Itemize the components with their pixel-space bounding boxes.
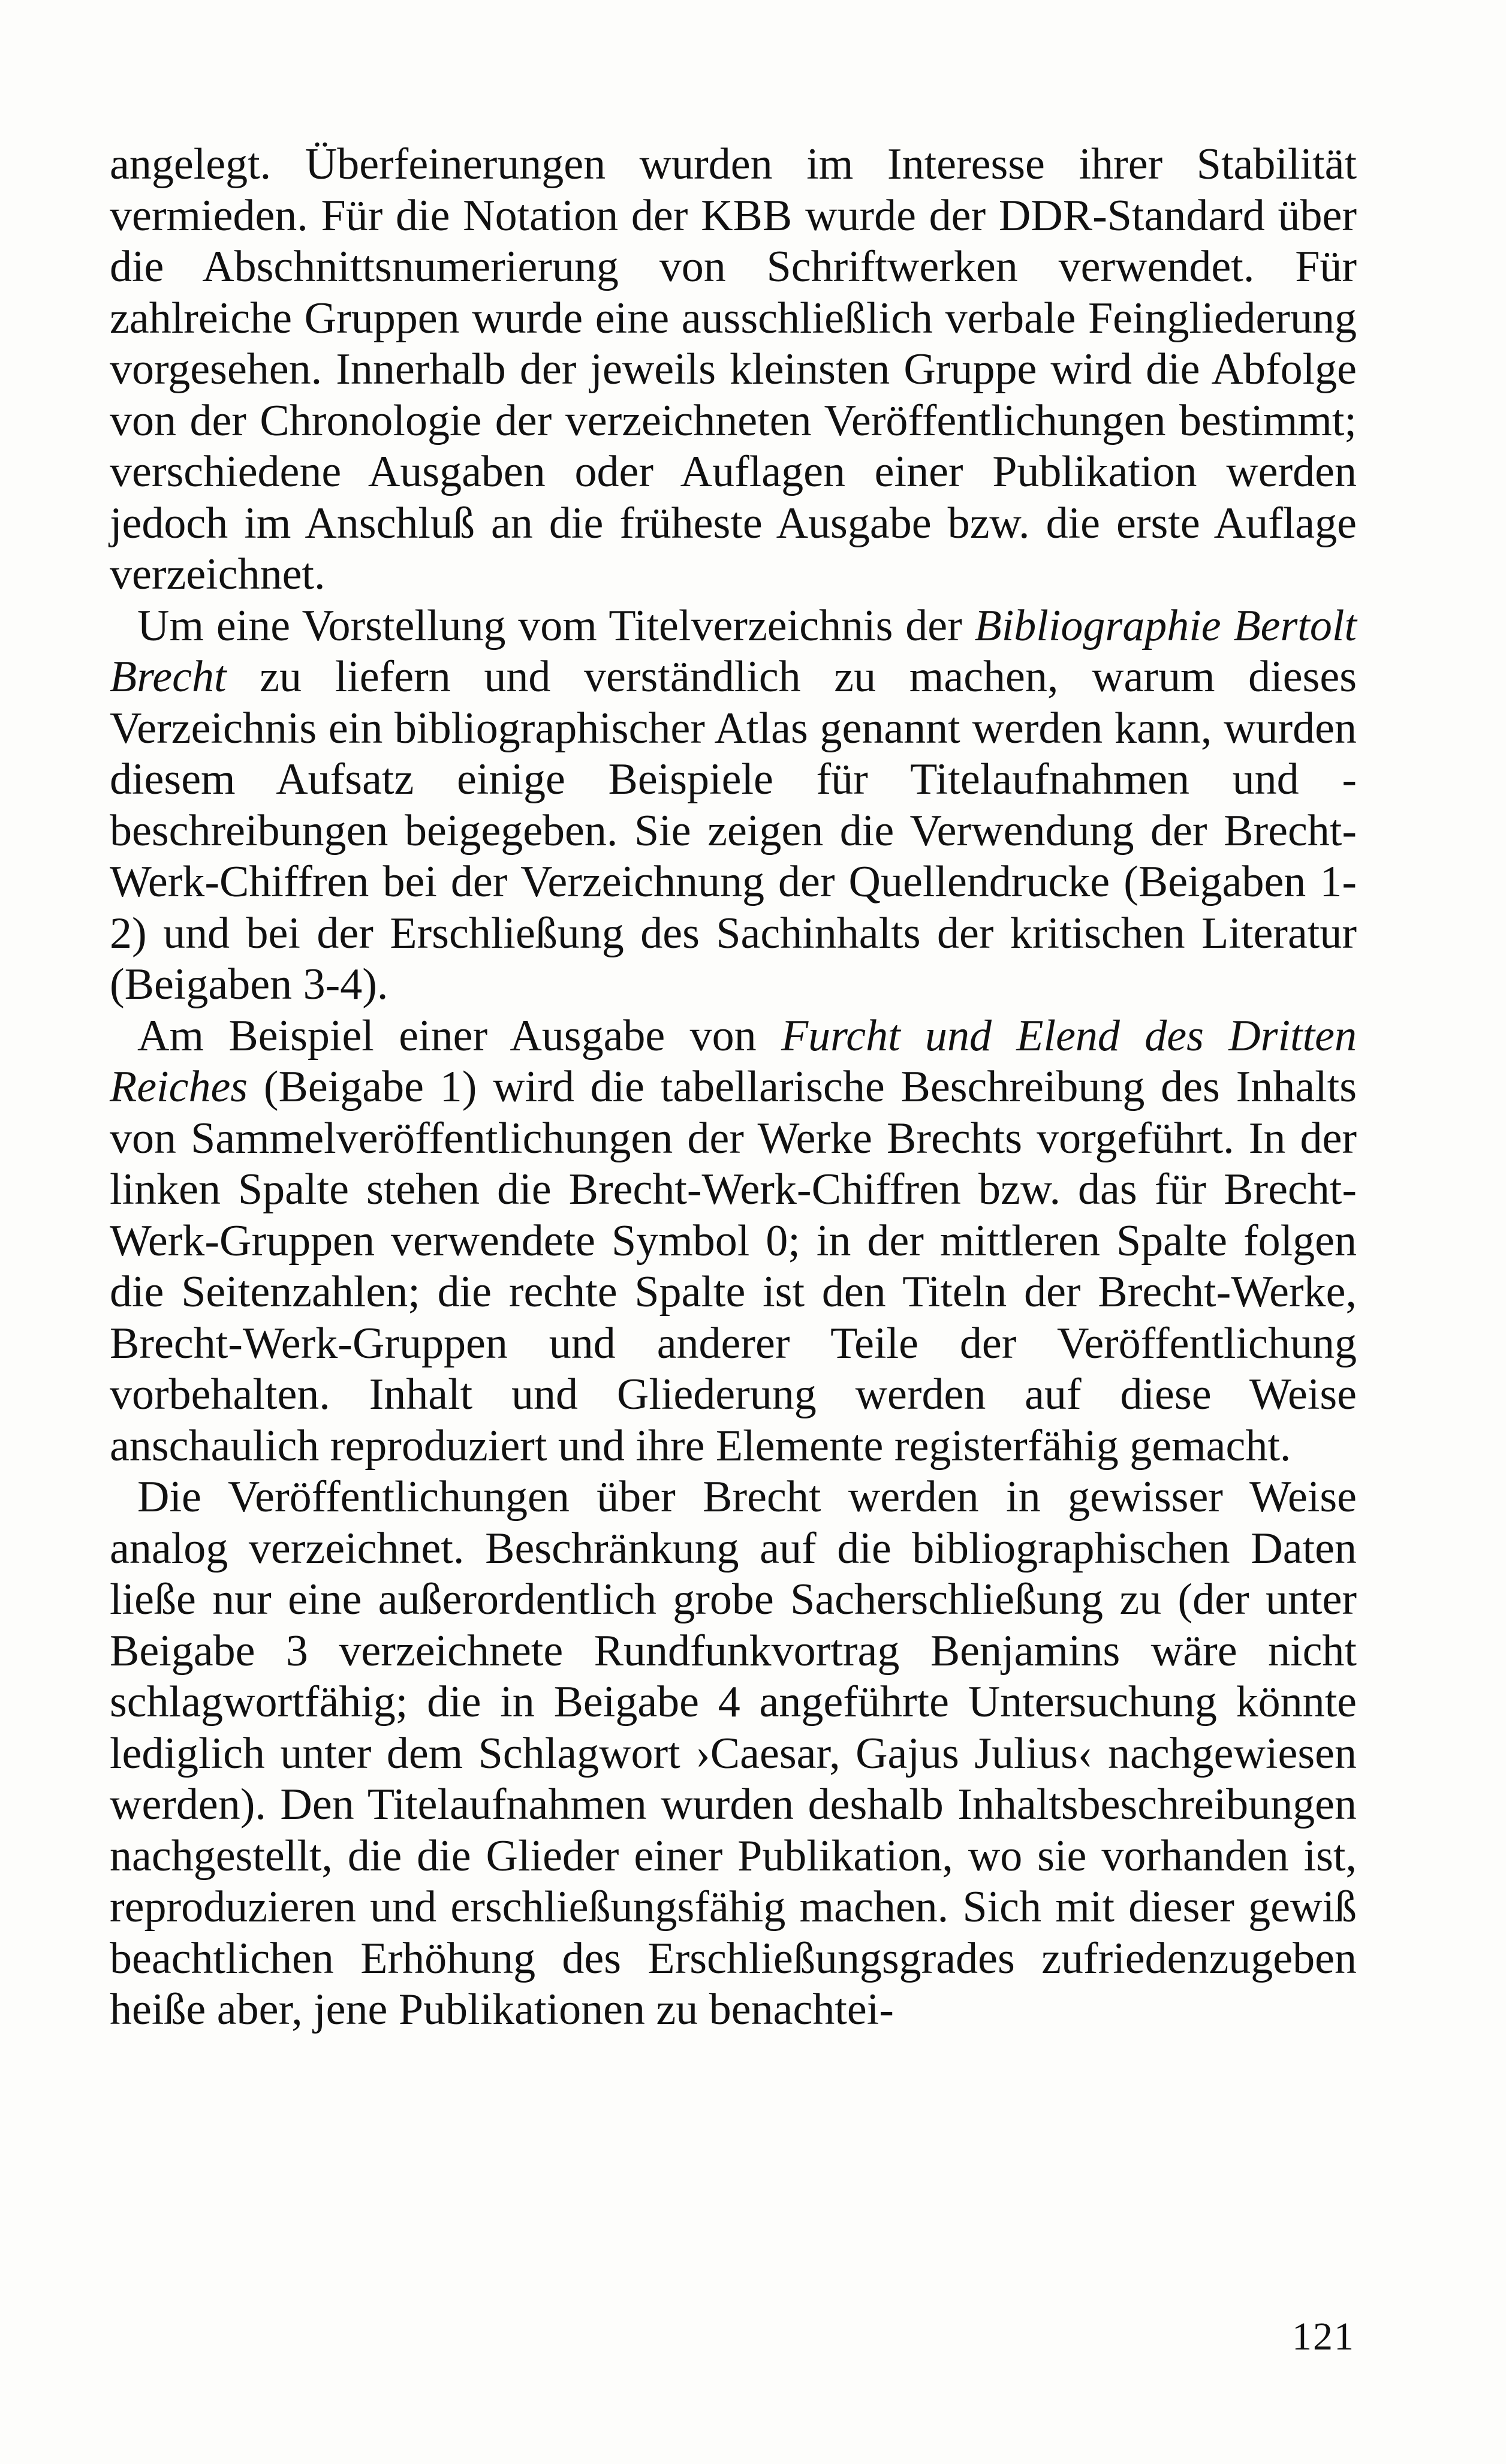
book-title-bibliographie: Bibliographie Bertolt Brecht — [110, 601, 1357, 701]
paragraph-2 — [110, 601, 1357, 1011]
work-title-furcht-und-elend: Furcht und Elend des Dritten Reiches — [110, 1011, 1357, 1111]
paragraph-4-text: Die Veröffentlichungen über Brecht werden in gewisser Weise analog verzeichnet. Beschränkung auf die bibliographischen Daten ließe nur eine außerordentlich grobe Sacherschließung zu (der unter Beigabe 3 verzeichnete Rundfunkvortrag Benjamins wäre nicht schlagwortfähig; die in Beigabe 4 angeführte Untersuchung könnte lediglich unter dem Schlagwort ›Caesar, Gajus Julius‹ nachgewiesen werden). Den Titelaufnahmen wurden deshalb Inhaltsbeschreibungen nachgestellt, die die Glieder einer Publikation, wo sie vorhanden ist, reproduzieren und erschließungsfähig machen. Sich mit dieser gewiß beachtlichen Erhöhung des Erschließungsgrades zufriedenzugeben heiße aber, jene Publikationen zu benachtei- — [110, 1472, 1357, 2034]
paragraph-3 — [110, 1011, 1357, 1472]
paragraph-1-text: angelegt. Überfeinerungen wurden im Interesse ihrer Stabilität vermieden. Für die Notation der KBB wurde der DDR-Standard über die Abschnittsnumerierung von Schriftwerken verwendet. Für zahlreiche Gruppen wurde eine ausschließlich verbale Feingliederung vorgesehen. Innerhalb der jeweils kleinsten Gruppe wird die Abfolge von der Chronologie der verzeichneten Veröffentlichungen bestimmt; verschiedene Ausgaben oder Auflagen einer Publikation werden jedoch im Anschluß an die früheste Ausgabe bzw. die erste Auflage verzeichnet. — [110, 140, 1357, 599]
page-number: 121 — [1292, 2315, 1355, 2358]
body-text — [110, 139, 1357, 2036]
paragraph-3-text-a: Am Beispiel einer Ausgabe von — [137, 1011, 781, 1061]
paragraph-2-text-a: Um eine Vorstellung vom Titelverzeichnis der — [137, 601, 975, 650]
paragraph-3-text-b: (Beigabe 1) wird die tabellarische Beschreibung des Inhalts von Sammelveröffentlichungen der Werke Brechts vorgeführt. In der linken Spalte stehen die Brecht-Werk-Chiffren bzw. das für Brecht-Werk-Gruppen verwendete Symbol 0; in der mittleren Spalte folgen die Seitenzahlen; die rechte Spalte ist den Titeln der Brecht-Werke, Brecht-Werk-Gruppen und anderer Teile der Veröffentlichung vorbehalten. Inhalt und Gliederung werden auf diese Weise anschaulich reproduziert und ihre Elemente registerfähig gemacht. — [110, 1062, 1357, 1471]
paragraph-2-text-b: zu liefern und verständlich zu machen, warum dieses Verzeichnis ein bibliographischer Atlas genannt werden kann, wurden diesem Aufsatz einige Beispiele für Titelaufnahmen und -beschreibungen beigegeben. Sie zeigen die Verwendung der Brecht-Werk-Chiffren bei der Verzeichnung der Quellendrucke (Beigaben 1-2) und bei der Erschließung des Sachinhalts der kritischen Literatur (Beigaben 3-4). — [110, 652, 1357, 1009]
paragraph-1 — [110, 139, 1357, 601]
paragraph-4 — [110, 1472, 1357, 2036]
